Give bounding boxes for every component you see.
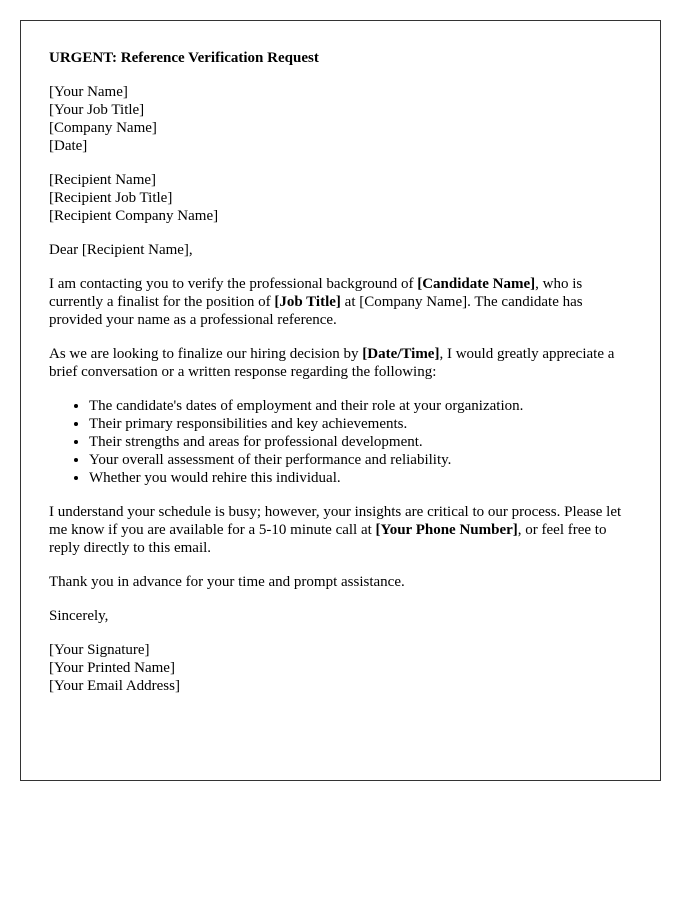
email-address: [Your Email Address] <box>49 678 180 694</box>
text: I understand your schedule is busy; however, your insights are critical to our process. Please let me know if you are available for a 5-10 minute call at <box>49 504 622 538</box>
list-item: • The candidate's dates of employment and their role at your organization. <box>89 397 632 415</box>
paragraph-request <box>49 345 632 381</box>
sender-company: [Company Name] <box>49 120 157 136</box>
candidate-name: [Candidate Name] <box>417 276 536 292</box>
recipient-name: [Recipient Name] <box>49 172 157 188</box>
text: at [Company Name]. The candidate has provided your name as a professional reference. <box>49 294 583 328</box>
signature-block <box>49 641 632 695</box>
sender-name: [Your Name] <box>49 84 128 100</box>
list-item: • Their primary responsibilities and key achievements. <box>89 415 632 433</box>
sender-block <box>49 83 632 155</box>
letter <box>20 20 661 781</box>
text: As we are looking to finalize our hiring decision by <box>49 346 363 362</box>
list-item: • Your overall assessment of their performance and reliability. <box>89 451 632 469</box>
paragraph-thanks: Thank you in advance for your time and prompt assistance. <box>49 574 405 590</box>
list-item: • Their strengths and areas for professional development. <box>89 433 632 451</box>
sender-job-title: [Your Job Title] <box>49 102 145 118</box>
salutation: Dear [Recipient Name], <box>49 242 193 258</box>
deadline: [Date/Time] <box>362 346 440 362</box>
letter-date: [Date] <box>49 138 88 154</box>
paragraph-contact <box>49 503 632 557</box>
closing: Sincerely, <box>49 608 109 624</box>
list-item: • Whether you would rehire this individual. <box>89 469 632 487</box>
title-text: URGENT: Reference Verification Request <box>49 50 319 66</box>
question-list <box>49 397 632 487</box>
paragraph-intro <box>49 275 632 329</box>
recipient-block <box>49 171 632 225</box>
text: , who is currently a finalist for the position of <box>49 276 583 310</box>
phone-number: [Your Phone Number] <box>375 522 518 538</box>
recipient-company: [Recipient Company Name] <box>49 208 219 224</box>
recipient-job-title: [Recipient Job Title] <box>49 190 173 206</box>
signature: [Your Signature] <box>49 642 150 658</box>
text: , or feel free to reply directly to this email. <box>49 522 607 556</box>
job-title: [Job Title] <box>274 294 341 310</box>
letter-title <box>49 49 632 67</box>
text: , I would greatly appreciate a brief conversation or a written response regarding the following: <box>49 346 615 380</box>
text: I am contacting you to verify the professional background of <box>49 276 418 292</box>
printed-name: [Your Printed Name] <box>49 660 175 676</box>
